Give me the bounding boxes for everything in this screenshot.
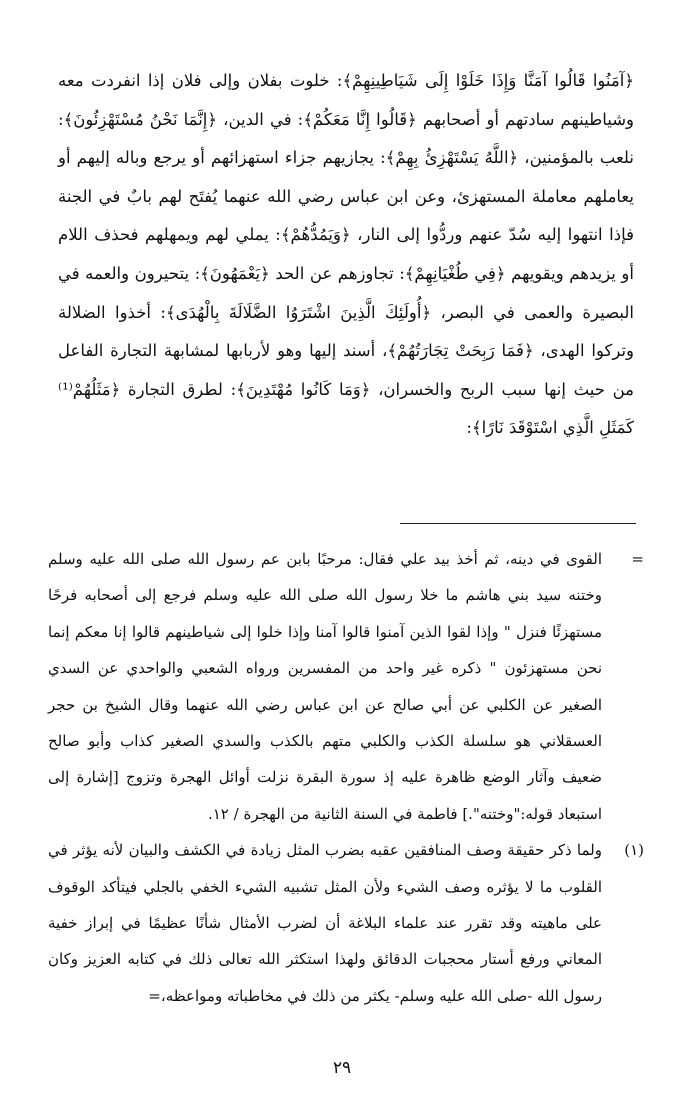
footnote-continued	[48, 541, 646, 832]
footnote-text: ولما ذكر حقيقة وصف المنافقين عقبه بضرب المثل زيادة في الكشف والبيان لأنه يؤثر في القلوب ما لا يؤثره وصف الشيء ولأن المثل تشبيه الشيء الخفي بالجلي فيتأكد الوقوف على ماهيته وقد تقرر عند علماء البلاغة أن لضرب الأمثال شأنًا عظيمًا في إبراز خفية المعاني ورفع أستار محجبات الدقائق ولهذا استكثر الله تعالى ذلك في كتابه العزيز وكان رسول الله -صلى الله عليه وسلم- يكثر من ذلك في مخاطباته ومواعظه،=	[48, 841, 602, 1005]
footnote-divider	[400, 523, 636, 524]
footnote-1	[48, 832, 646, 1014]
footnote-text: القوى في دينه، ثم أخذ بيد علي فقال: مرحبًا بابن عم رسول الله صلى الله عليه وسلم وختنه سيد بني هاشم ما خلا رسول الله صلى الله عليه وسلم فرجع إلى أصحابه فرحًا مستهزئًا فنزل " وإذا لقوا الذين آمنوا قالوا آمنا وإذا خلوا إلى شياطينهم قالوا إنا معكم إنما نحن مستهزئون " ذكره غير واحد من المفسرين ورواه الشعبي والواحدي عن السدي الصغير عن الكلبي عن أبي صالح عن ابن عباس رضي الله عنهما وقال الشيخ بن حجر العسقلاني هو سلسلة الكذب والكلبي متهم بالكذب والسدي الصغير كذاب وأبو صالح ضعيف وآثار الوضع ظاهرة عليه إذ سورة البقرة نزلت أوائل الهجرة وتزوج [إشارة إلى استبعاد قوله:"وختنه".] فاطمة في السنة الثانية من الهجرة / ١٢.	[48, 550, 602, 823]
footnote-marker: =	[631, 550, 644, 568]
main-commentary-text	[58, 62, 634, 448]
commentary-paragraph: ﴿آمَنُوا قَالُوا آمَنَّا وَإِذَا خَلَوْا إِلَى شَيَاطِينِهِمْ﴾: خلوت بفلان وإلى فلان إذا انفردت معه وشياطينهم سادتهم أو أصحابهم ﴿قَالُوا إِنَّا مَعَكُمْ﴾: في الدين، ﴿إِنَّمَا نَحْنُ مُسْتَهْزِئُونَ﴾: نلعب بالمؤمنين، ﴿اللَّهُ يَسْتَهْزِئُ بِهِمْ﴾: يجازيهم جزاء استهزائهم أو يرجع وباله إليهم أو يعاملهم معاملة المستهزئ، وعن ابن عباس رضي الله عنهما يُفتَح لهم بابٌ في الجنة فإذا انتهوا إليه سُدّ عنهم وردُّوا إلى النار، ﴿وَيَمُدُّهُمْ﴾: يملي لهم ويمهلهم فحذف اللام أو يزيدهم ويقويهم ﴿فِي طُغْيَانِهِمْ﴾: تجاوزهم عن الحد ﴿يَعْمَهُونَ﴾: يتحيرون والعمه في البصيرة والعمى في البصر، ﴿أُولَئِكَ الَّذِينَ اشْتَرَوُا الضَّلَالَةَ بِالْهُدَى﴾: أخذوا الضلالة وتركوا الهدى، ﴿فَمَا رَبِحَتْ تِجَارَتُهُمْ﴾، أسند إليها وهو لأربابها لمشابهة التجارة الفاعل من حيث إنها سبب الربح والخسران، ﴿وَمَا كَانُوا مُهْتَدِينَ﴾: لطرق التجارة ﴿مَثَلُهُمْ⁽¹⁾ كَمَثَلِ الَّذِي اسْتَوْقَدَ نَارًا﴾:	[58, 71, 634, 438]
footnote-marker: (١)	[624, 841, 644, 860]
footnotes-section	[48, 541, 646, 1014]
page-number: ٢٩	[332, 1058, 352, 1078]
